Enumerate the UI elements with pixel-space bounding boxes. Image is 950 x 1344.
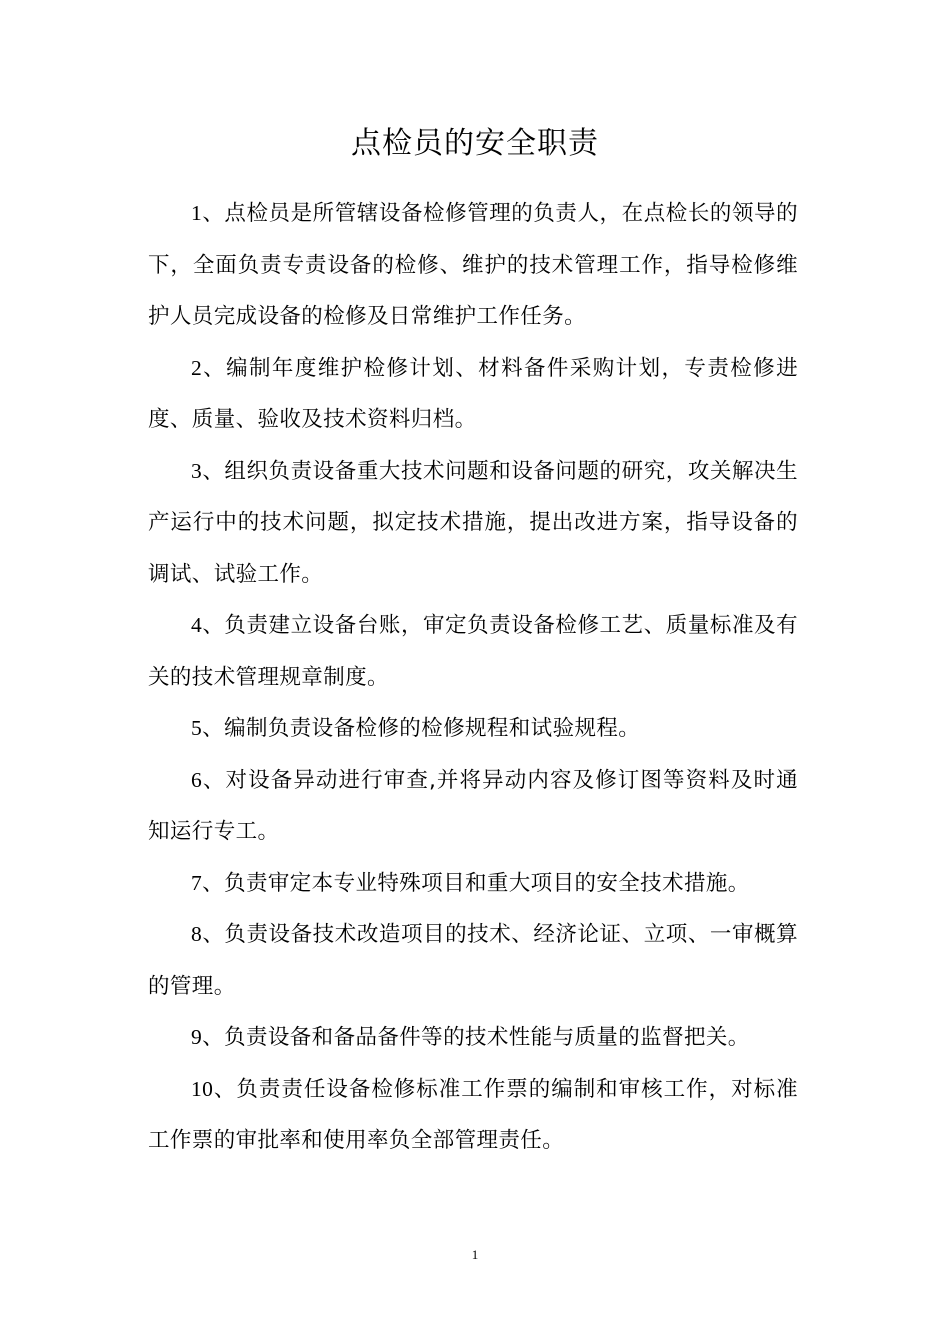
paragraph-2 <box>148 343 798 446</box>
paragraph-text: 对设备异动进行审查,并将异动内容及修订图等资料及时通知运行专工。 <box>148 767 798 844</box>
paragraph-3 <box>148 446 798 601</box>
paragraph-number: 5 <box>191 716 203 740</box>
paragraph-5 <box>148 703 798 755</box>
paragraph-text: 点检员是所管辖设备检修管理的负责人，在点检长的领导的下，全面负责专责设备的检修、维护的技术管理工作，指导检修维护人员完成设备的检修及日常维护工作任务。 <box>148 201 799 329</box>
paragraph-text: 负责责任设备检修标准工作票的编制和审核工作，对标准工作票的审批率和使用率负全部管理责任。 <box>148 1076 798 1153</box>
paragraph-6 <box>148 755 798 858</box>
document-body <box>148 188 798 1167</box>
paragraph-separator: 、 <box>202 458 225 484</box>
paragraph-9 <box>148 1012 798 1064</box>
paragraph-number: 10 <box>191 1076 214 1101</box>
paragraph-number: 3 <box>191 458 203 483</box>
paragraph-number: 8 <box>191 922 203 946</box>
paragraph-separator: 、 <box>202 767 226 793</box>
paragraph-number: 2 <box>191 355 203 380</box>
paragraph-separator: 、 <box>202 613 225 638</box>
paragraph-10 <box>148 1064 798 1167</box>
document-title: 点检员的安全职责 <box>351 126 599 161</box>
paragraph-number: 4 <box>191 613 203 637</box>
paragraph-number: 1 <box>191 201 203 225</box>
paragraph-separator: 、 <box>202 716 225 741</box>
paragraph-separator: 、 <box>202 201 225 226</box>
paragraph-number: 9 <box>191 1025 203 1049</box>
paragraph-text: 负责设备和备品备件等的技术性能与质量的监督把关。 <box>224 1025 750 1050</box>
paragraph-number: 7 <box>191 870 203 895</box>
paragraph-separator: 、 <box>202 870 225 896</box>
paragraph-text: 编制负责设备检修的检修规程和试验规程。 <box>224 716 641 741</box>
paragraph-7 <box>148 858 798 910</box>
paragraph-separator: 、 <box>213 1076 237 1102</box>
paragraph-number: 6 <box>191 767 203 792</box>
paragraph-text: 负责设备技术改造项目的技术、经济论证、立项、一审概算的管理。 <box>148 922 799 999</box>
paragraph-8 <box>148 909 798 1012</box>
paragraph-separator: 、 <box>202 355 227 381</box>
paragraph-text: 组织负责设备重大技术问题和设备问题的研究，攻关解决生产运行中的技术问题，拟定技术措施，提出改进方案，指导设备的调试、试验工作。 <box>148 458 799 587</box>
paragraph-4 <box>148 600 798 703</box>
paragraph-separator: 、 <box>202 922 225 947</box>
paragraph-text: 负责建立设备台账，审定负责设备检修工艺、质量标准及有关的技术管理规章制度。 <box>148 613 799 690</box>
paragraph-text: 编制年度维护检修计划、材料备件采购计划，专责检修进度、质量、验收及技术资料归档。 <box>148 355 798 432</box>
paragraph-1 <box>148 188 798 343</box>
paragraph-text: 负责审定本专业特殊项目和重大项目的安全技术措施。 <box>224 870 750 896</box>
paragraph-separator: 、 <box>202 1025 225 1050</box>
page-number: 1 <box>471 1247 479 1262</box>
